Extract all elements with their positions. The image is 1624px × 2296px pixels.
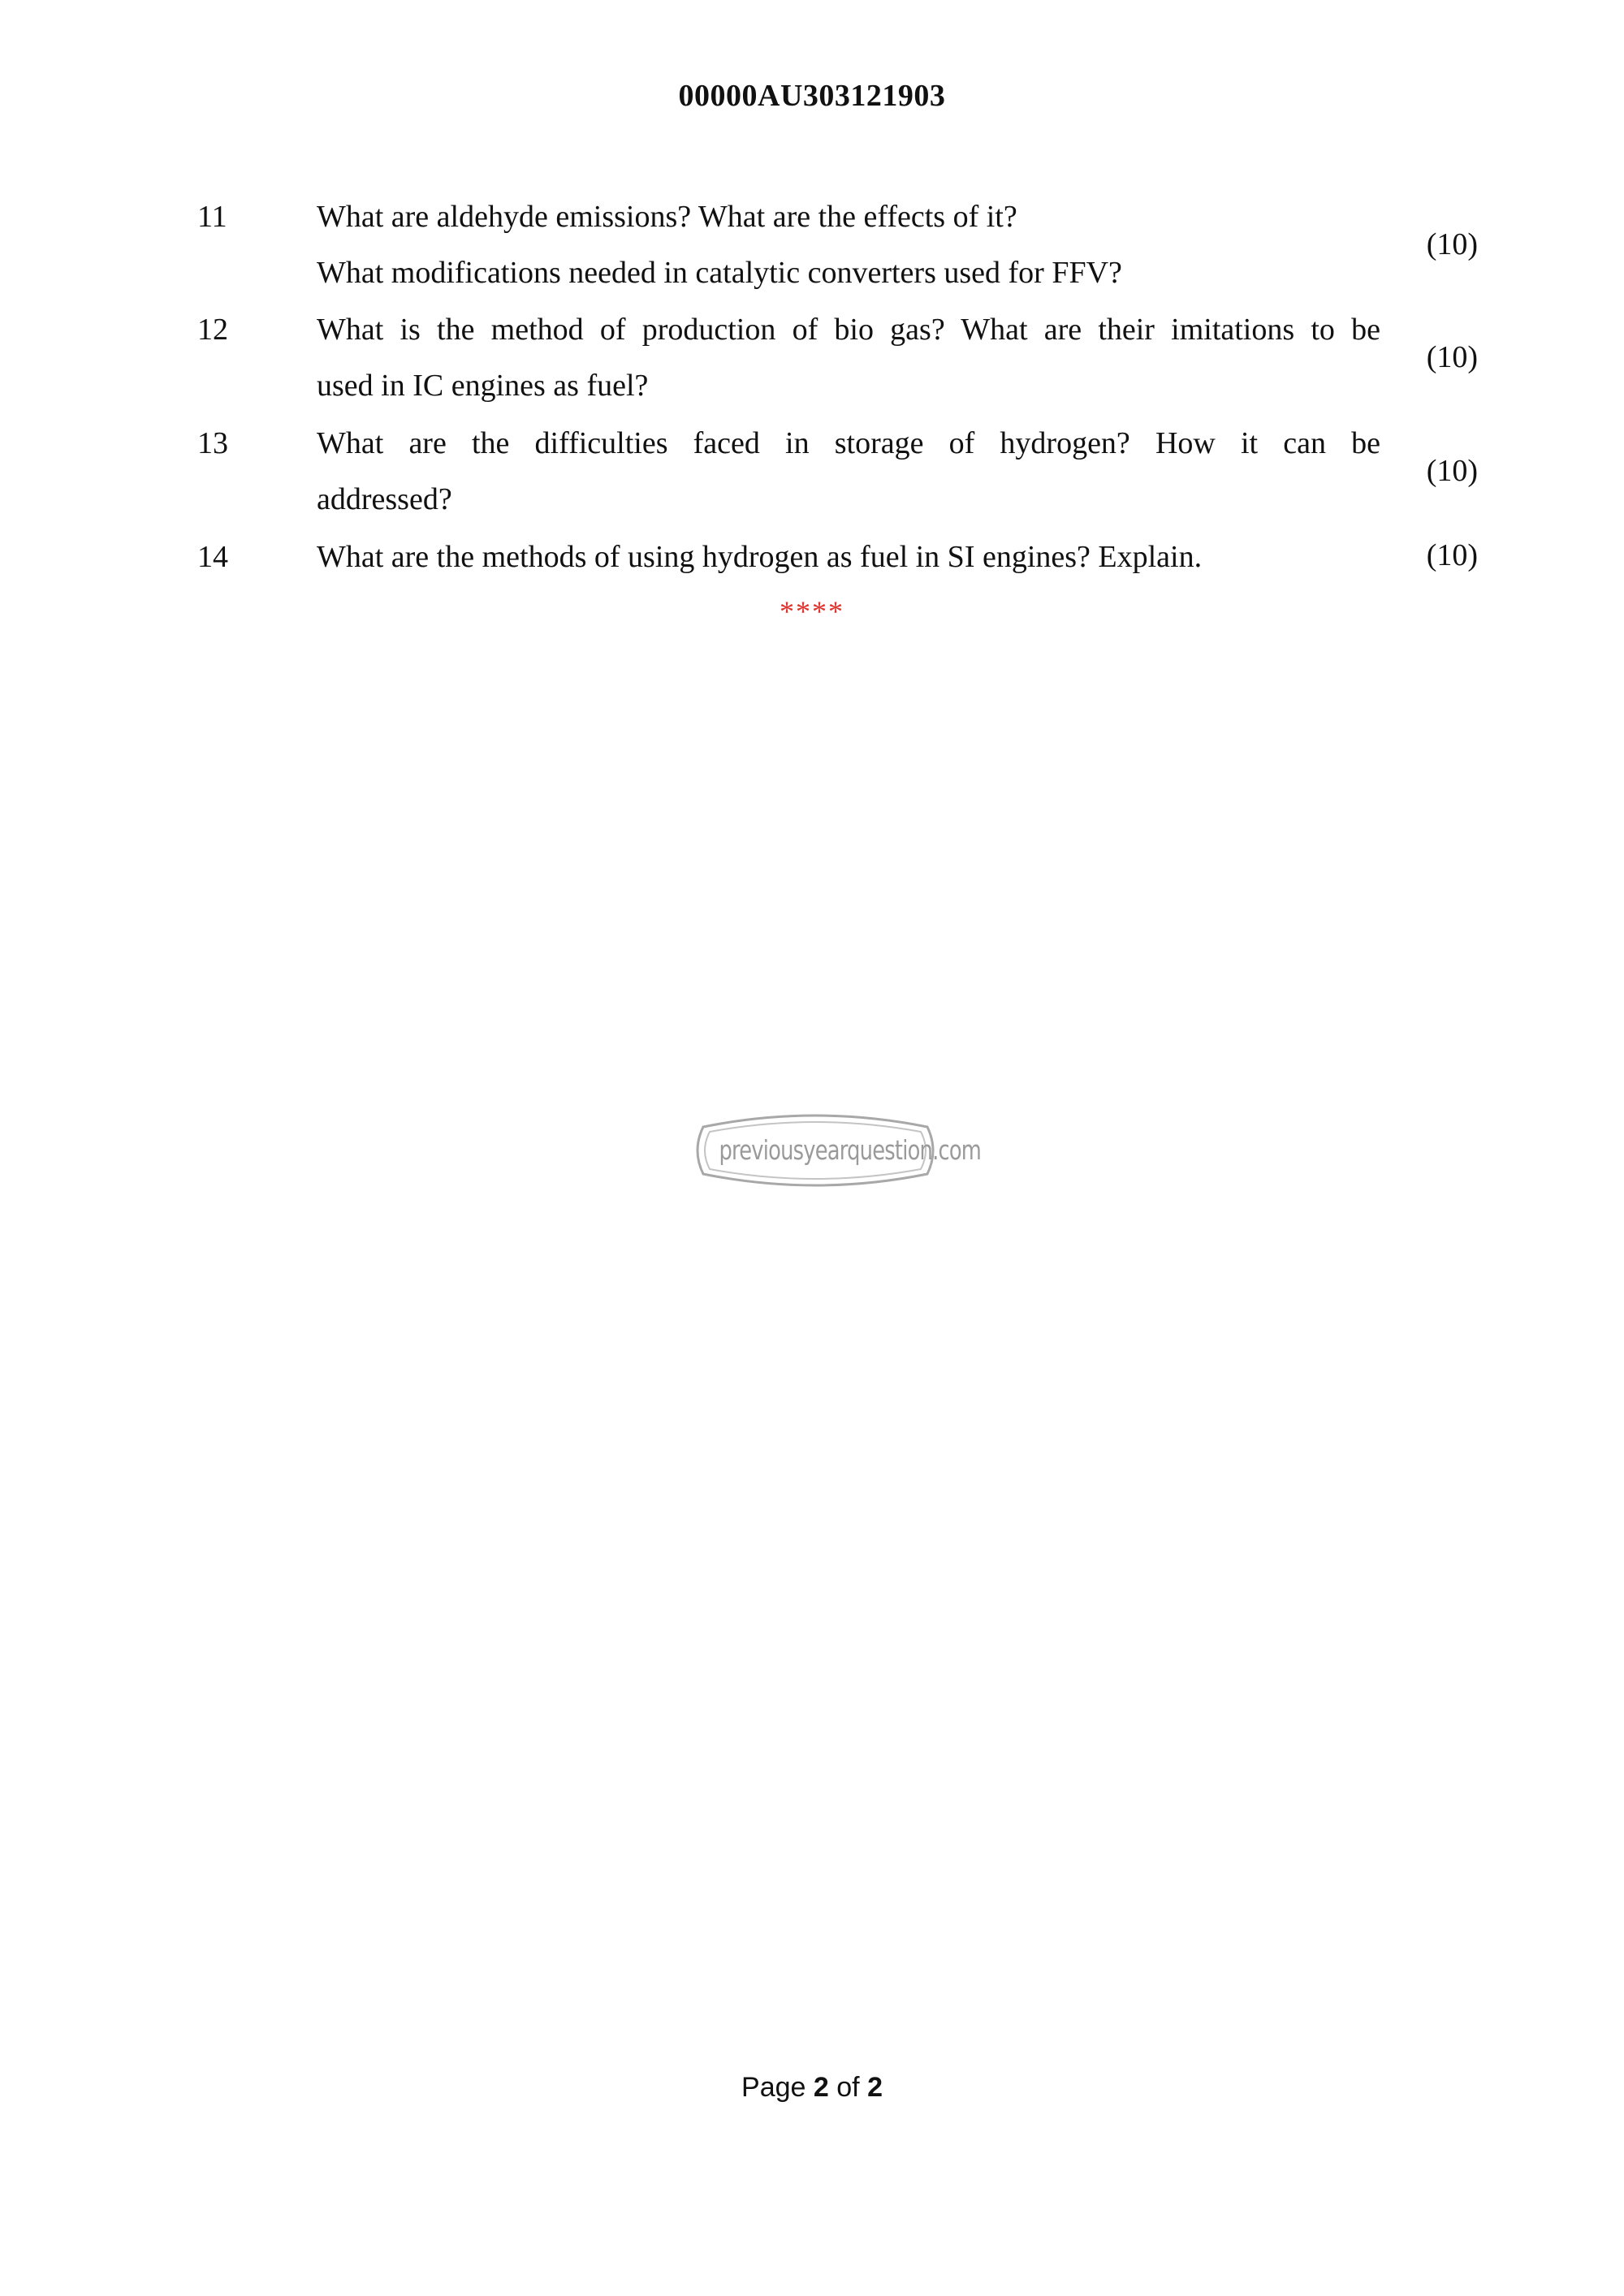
question-marks: (10) xyxy=(1426,538,1478,572)
question-number: 11 xyxy=(197,200,227,234)
question-marks: (10) xyxy=(1426,227,1478,261)
watermark-logo xyxy=(692,1109,982,1192)
question-text xyxy=(317,416,1380,528)
question-number: 14 xyxy=(197,540,228,574)
question-line: addressed? xyxy=(317,482,452,516)
watermark-text: previousyearquestion.com xyxy=(719,1134,982,1166)
end-of-paper-marker: **** xyxy=(780,595,844,628)
question-line: What are aldehyde emissions? What are the effects of it? xyxy=(317,200,1017,234)
question-text xyxy=(317,529,1380,585)
footer-of-word: of xyxy=(836,2072,860,2103)
page-number-footer xyxy=(0,2072,1624,2104)
question-number: 13 xyxy=(197,426,228,460)
footer-page-word: Page xyxy=(741,2072,806,2103)
question-line: What are the difficulties faced in storage of hydrogen? How it can be xyxy=(317,426,1380,460)
question-marks: (10) xyxy=(1426,340,1478,374)
question-text xyxy=(317,302,1380,414)
footer-current-page: 2 xyxy=(813,2072,829,2103)
question-line: What are the methods of using hydrogen as fuel in SI engines? Explain. xyxy=(317,540,1203,574)
document-code: 00000AU303121903 xyxy=(678,79,946,113)
question-text xyxy=(317,189,1380,301)
question-line: What is the method of production of bio gas? What are their imitations to be xyxy=(317,313,1380,347)
question-line: used in IC engines as fuel? xyxy=(317,369,649,403)
question-marks: (10) xyxy=(1426,454,1478,488)
question-line: What modifications needed in catalytic converters used for FFV? xyxy=(317,256,1122,290)
footer-total-pages: 2 xyxy=(867,2072,883,2103)
question-number: 12 xyxy=(197,313,228,347)
